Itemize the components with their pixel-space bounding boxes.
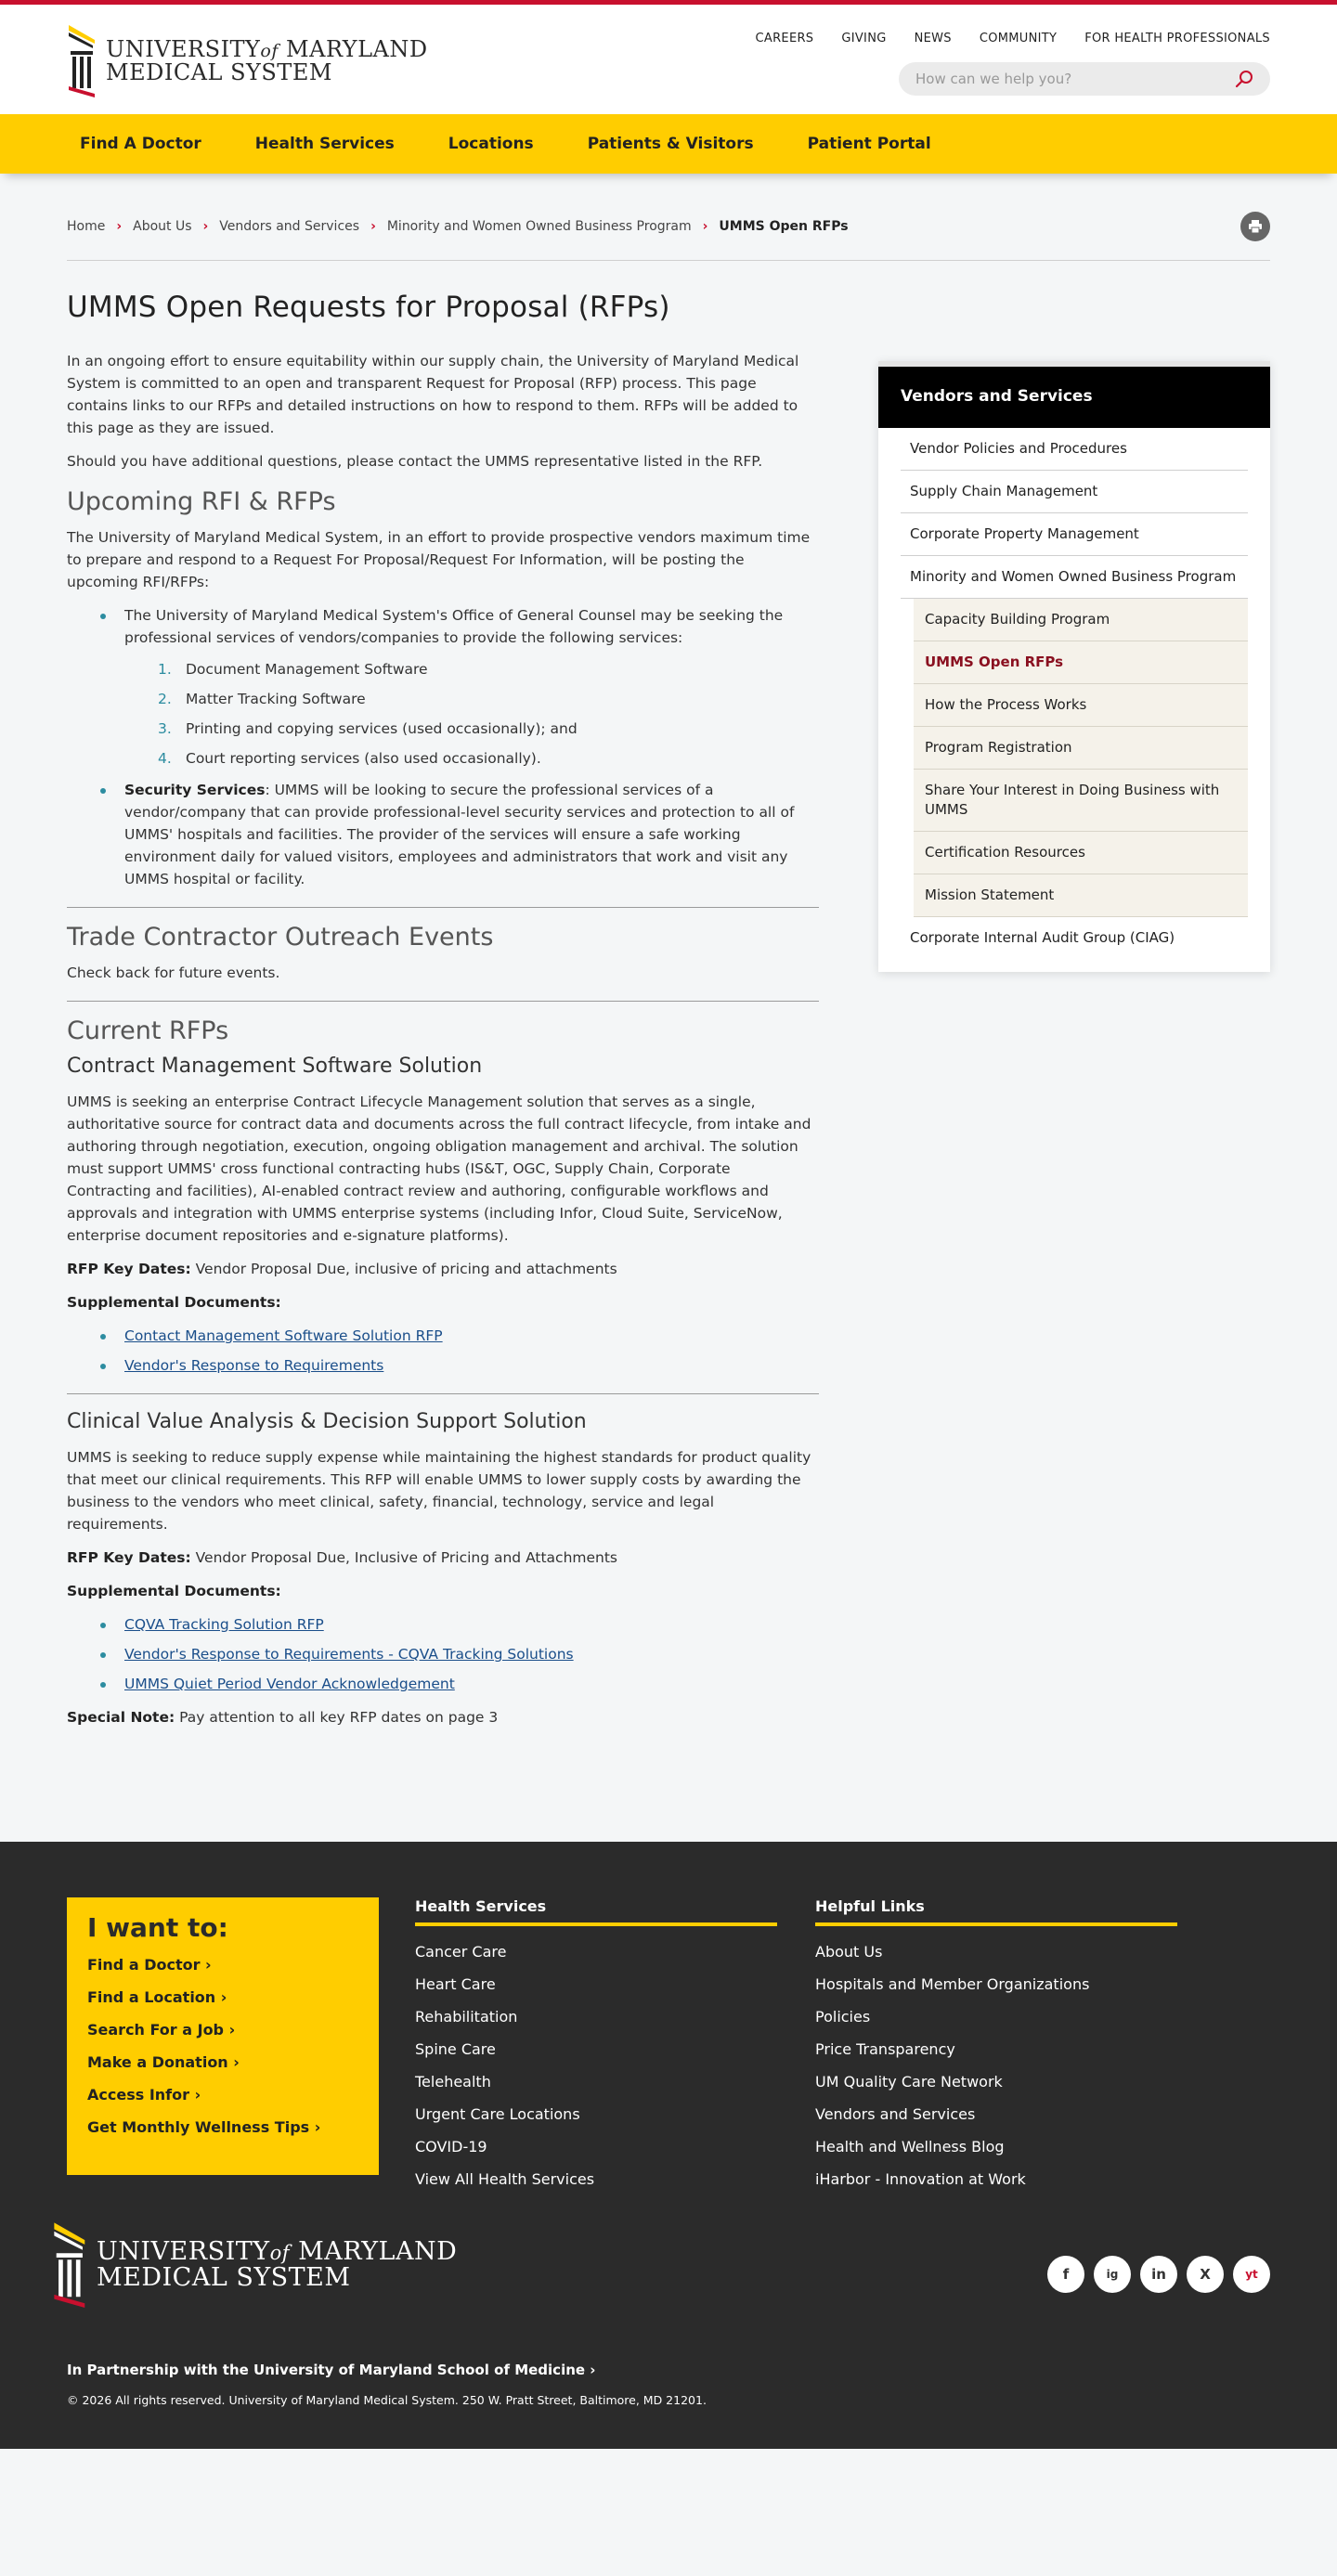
youtube-icon[interactable]: yt <box>1233 2256 1270 2293</box>
sidebar-subnav <box>914 599 1248 917</box>
special-note: Special Note: Pay attention to all key RFP dates on page 3 <box>67 1709 499 1726</box>
breadcrumb-home[interactable]: Home <box>67 218 106 234</box>
x-twitter-icon[interactable]: X <box>1187 2256 1224 2293</box>
doc-link-contract-rfp[interactable]: Contact Management Software Solution RFP <box>124 1327 443 1344</box>
sidebar-item-vendor-policies[interactable]: Vendor Policies and Procedures <box>901 428 1248 471</box>
iwant-search-job[interactable]: Search For a Job › <box>87 2021 236 2039</box>
main-article <box>67 350 819 1740</box>
util-link-community[interactable]: COMMUNITY <box>979 32 1058 45</box>
nav-locations[interactable]: Locations <box>448 135 534 153</box>
nav-find-a-doctor[interactable]: Find A Doctor <box>80 135 201 153</box>
i-want-to-heading: I want to: <box>87 1912 228 1943</box>
chevron-right-icon: › <box>116 218 123 234</box>
partnership-link[interactable]: In Partnership with the University of Maryland School of Medicine › <box>67 2362 596 2378</box>
footer-link[interactable]: UM Quality Care Network <box>815 2073 1003 2091</box>
umms-logo[interactable]: UNIVERSITYof MARYLAND MEDICAL SYSTEM <box>67 23 428 97</box>
supplemental-docs-list <box>100 1613 819 1695</box>
footer-health-services <box>415 1897 777 2203</box>
upcoming-text: The University of Maryland Medical System, in an effort to provide prospective vendors maximum time to prepare and respond to a Request For Proposal/Request For Information, will be posting the upcoming RFI/RFPs: <box>67 529 811 590</box>
sidebar-item-minority-women-program[interactable]: Minority and Women Owned Business Program <box>901 556 1248 599</box>
nav-patient-portal[interactable]: Patient Portal <box>807 135 931 153</box>
divider <box>67 1001 819 1002</box>
supplemental-docs-list <box>100 1325 819 1377</box>
nav-health-services[interactable]: Health Services <box>254 135 395 153</box>
sidebar-subitem-open-rfps[interactable]: UMMS Open RFPs <box>914 641 1248 684</box>
breadcrumb-vendors-services[interactable]: Vendors and Services <box>219 218 360 234</box>
footer-link[interactable]: Hospitals and Member Organizations <box>815 1975 1090 1993</box>
site-search <box>899 62 1270 96</box>
rfp-title: Contract Management Software Solution <box>67 1055 483 1078</box>
footer-logo[interactable]: UNIVERSITYof MARYLAND MEDICAL SYSTEM <box>52 2220 457 2308</box>
footer-helpful-heading: Helpful Links <box>815 1897 1177 1926</box>
list-item <box>100 1354 819 1377</box>
utility-nav <box>756 32 1270 45</box>
list-item: Security Services: UMMS will be looking to secure the professional services of a vendor/company that can provide professional-level security services and protection to all of UMMS' hospitals and facilities. The provider of the services will ensure a safe working environment daily for valued visitors, employees and administrators that work and visit any UMMS hospital or facility. <box>100 779 819 890</box>
sidebar-nav <box>878 361 1270 972</box>
chevron-right-icon: › <box>370 218 376 234</box>
util-link-news[interactable]: NEWS <box>914 32 952 45</box>
facebook-icon[interactable]: f <box>1047 2256 1084 2293</box>
sidebar-subitem-registration[interactable]: Program Registration <box>914 727 1248 770</box>
list-item: 2. Matter Tracking Software <box>158 691 366 707</box>
footer-link[interactable]: Health and Wellness Blog <box>815 2138 1005 2155</box>
footer-link[interactable]: Price Transparency <box>815 2040 955 2058</box>
util-link-giving[interactable]: GIVING <box>841 32 887 45</box>
footer-health-heading: Health Services <box>415 1897 777 1926</box>
page-title: UMMS Open Requests for Proposal (RFPs) <box>67 291 670 324</box>
doc-link-cqva-rfp[interactable]: CQVA Tracking Solution RFP <box>124 1616 324 1633</box>
rfp-description: UMMS is seeking to reduce supply expense while maintaining the highest standards for product quality that meet our clinical requirements. This RFP will enable UMMS to lower supply costs by awarding the business to the vendors who meet clinical, safety, financial, technology, service and legal requirements. <box>67 1449 811 1533</box>
social-links <box>1047 2256 1270 2293</box>
footer-link[interactable]: Cancer Care <box>415 1943 507 1961</box>
intro-contact-paragraph: Should you have additional questions, please contact the UMMS representative listed in the RFP. <box>67 453 763 470</box>
util-link-health-professionals[interactable]: FOR HEALTH PROFESSIONALS <box>1084 32 1270 45</box>
supplemental-docs-label: Supplemental Documents: <box>67 1294 281 1311</box>
chevron-right-icon: › <box>202 218 209 234</box>
list-item: 4. Court reporting services (also used occasionally). <box>158 750 541 767</box>
iwant-find-doctor[interactable]: Find a Doctor › <box>87 1956 212 1974</box>
footer-link[interactable]: Telehealth <box>415 2073 491 2091</box>
footer-link[interactable]: View All Health Services <box>415 2170 595 2188</box>
print-button[interactable] <box>1240 212 1270 241</box>
iwant-find-location[interactable]: Find a Location › <box>87 1988 227 2006</box>
breadcrumb <box>67 219 849 234</box>
footer-link[interactable]: Rehabilitation <box>415 2008 518 2026</box>
breadcrumb-minority-women-program[interactable]: Minority and Women Owned Business Program <box>386 218 692 234</box>
upcoming-list <box>100 604 819 890</box>
footer-link[interactable]: COVID-19 <box>415 2138 487 2155</box>
doc-link-quiet-period[interactable]: UMMS Quiet Period Vendor Acknowledgement <box>124 1676 455 1692</box>
rfp-key-dates: RFP Key Dates: Vendor Proposal Due, Inclusive of Pricing and Attachments <box>67 1549 618 1566</box>
supplemental-docs-label: Supplemental Documents: <box>67 1583 281 1599</box>
list-item <box>100 1325 819 1347</box>
sidebar-subitem-share-interest[interactable]: Share Your Interest in Doing Business with UMMS <box>914 770 1248 832</box>
breadcrumb-about-us[interactable]: About Us <box>133 218 192 234</box>
divider <box>67 1393 819 1394</box>
list-item <box>100 1673 819 1695</box>
list-item: 3. Printing and copying services (used occasionally); and <box>158 720 578 737</box>
iwant-access-infor[interactable]: Access Infor › <box>87 2086 201 2104</box>
current-rfps-heading: Current RFPs <box>67 1016 229 1045</box>
i-want-to-box <box>67 1897 379 2175</box>
search-input[interactable] <box>915 71 1235 87</box>
intro-paragraph: In an ongoing effort to ensure equitability within our supply chain, the University of Maryland Medical System is committed to an open and transparent Request for Proposal (RFP) process. This page contains links to our RFPs and detailed instructions on how to respond to them. RFPs will be added to this page as they are issued. <box>67 353 799 436</box>
iwant-make-donation[interactable]: Make a Donation › <box>87 2053 240 2071</box>
trade-text: Check back for future events. <box>67 964 280 981</box>
upcoming-heading: Upcoming RFI & RFPs <box>67 487 336 516</box>
umms-logo-icon <box>52 2220 89 2308</box>
util-link-careers[interactable]: CAREERS <box>755 32 814 45</box>
site-header <box>0 5 1337 114</box>
footer-link[interactable]: Vendors and Services <box>815 2105 976 2123</box>
doc-link-cqva-vendor-response[interactable]: Vendor's Response to Requirements - CQVA Tracking Solutions <box>124 1646 574 1663</box>
search-icon[interactable] <box>1235 70 1253 88</box>
copyright: © 2026 All rights reserved. University of Maryland Medical System. 250 W. Pratt Street, Baltimore, MD 21201. <box>67 2393 707 2407</box>
chevron-right-icon: › <box>702 218 708 234</box>
footer-link[interactable]: iHarbor - Innovation at Work <box>815 2170 1026 2188</box>
sidebar-subitem-capacity-building[interactable]: Capacity Building Program <box>914 599 1248 641</box>
site-footer <box>0 1842 1337 2449</box>
doc-link-vendor-response[interactable]: Vendor's Response to Requirements <box>124 1357 384 1374</box>
sidebar-subitem-mission[interactable]: Mission Statement <box>914 874 1248 917</box>
printer-icon <box>1248 219 1263 234</box>
linkedin-icon[interactable]: in <box>1140 2256 1177 2293</box>
footer-link[interactable]: Policies <box>815 2008 871 2026</box>
sidebar-subitem-certification[interactable]: Certification Resources <box>914 832 1248 874</box>
divider <box>67 907 819 908</box>
list-item <box>100 1643 819 1665</box>
rfp-key-dates: RFP Key Dates: Vendor Proposal Due, inclusive of pricing and attachments <box>67 1261 617 1277</box>
services-list <box>158 658 819 770</box>
sidebar-item-supply-chain[interactable]: Supply Chain Management <box>901 471 1248 513</box>
rfp-description: UMMS is seeking an enterprise Contract Lifecycle Management solution that serves as a single, authoritative source for contract data and documents across the full contract lifecycle, from intake and authoring through negotiation, execution, ongoing obligation management and archival. The solution must support UMMS' cross functional contracting hubs (IS&T, OGC, Supply Chain, Corporate Contracting and facilities), AI-enabled contract review and authoring, configurable workflows and approvals and integration with UMMS enterprise systems (including Infor, Cloud Suite, ServiceNow, enterprise document repositories and e-signature platforms). <box>67 1094 811 1244</box>
sidebar-item-ciag[interactable]: Corporate Internal Audit Group (CIAG) <box>910 929 1175 946</box>
footer-link[interactable]: Spine Care <box>415 2040 496 2058</box>
iwant-wellness-tips[interactable]: Get Monthly Wellness Tips › <box>87 2118 321 2136</box>
nav-patients-visitors[interactable]: Patients & Visitors <box>587 135 754 153</box>
rfp-title: Clinical Value Analysis & Decision Support Solution <box>67 1410 587 1433</box>
umms-logo-icon <box>67 23 98 97</box>
footer-link[interactable]: Urgent Care Locations <box>415 2105 580 2123</box>
instagram-icon[interactable]: ig <box>1094 2256 1131 2293</box>
page-content <box>0 174 1337 1740</box>
sidebar-item-corporate-property[interactable]: Corporate Property Management <box>901 513 1248 556</box>
footer-link[interactable]: Heart Care <box>415 1975 496 1993</box>
sidebar-subitem-process[interactable]: How the Process Works <box>914 684 1248 727</box>
footer-link[interactable]: About Us <box>815 1943 883 1961</box>
list-item <box>100 1613 819 1636</box>
footer-helpful-links <box>815 1897 1177 2203</box>
list-item: The University of Maryland Medical System's Office of General Counsel may be seeking the professional services of vendors/companies to provide the following services: 1. Document Management Software 2. Matter Tracking Software 3. Printing and copying services (used occasionally); and 4. Court reporting services (also used occasionally). <box>100 604 819 770</box>
breadcrumb-current: UMMS Open RFPs <box>719 218 849 234</box>
list-item: 1. Document Management Software <box>158 661 428 678</box>
sidebar-heading[interactable]: Vendors and Services <box>878 367 1270 428</box>
main-nav <box>0 114 1337 174</box>
trade-heading: Trade Contractor Outreach Events <box>67 923 494 951</box>
